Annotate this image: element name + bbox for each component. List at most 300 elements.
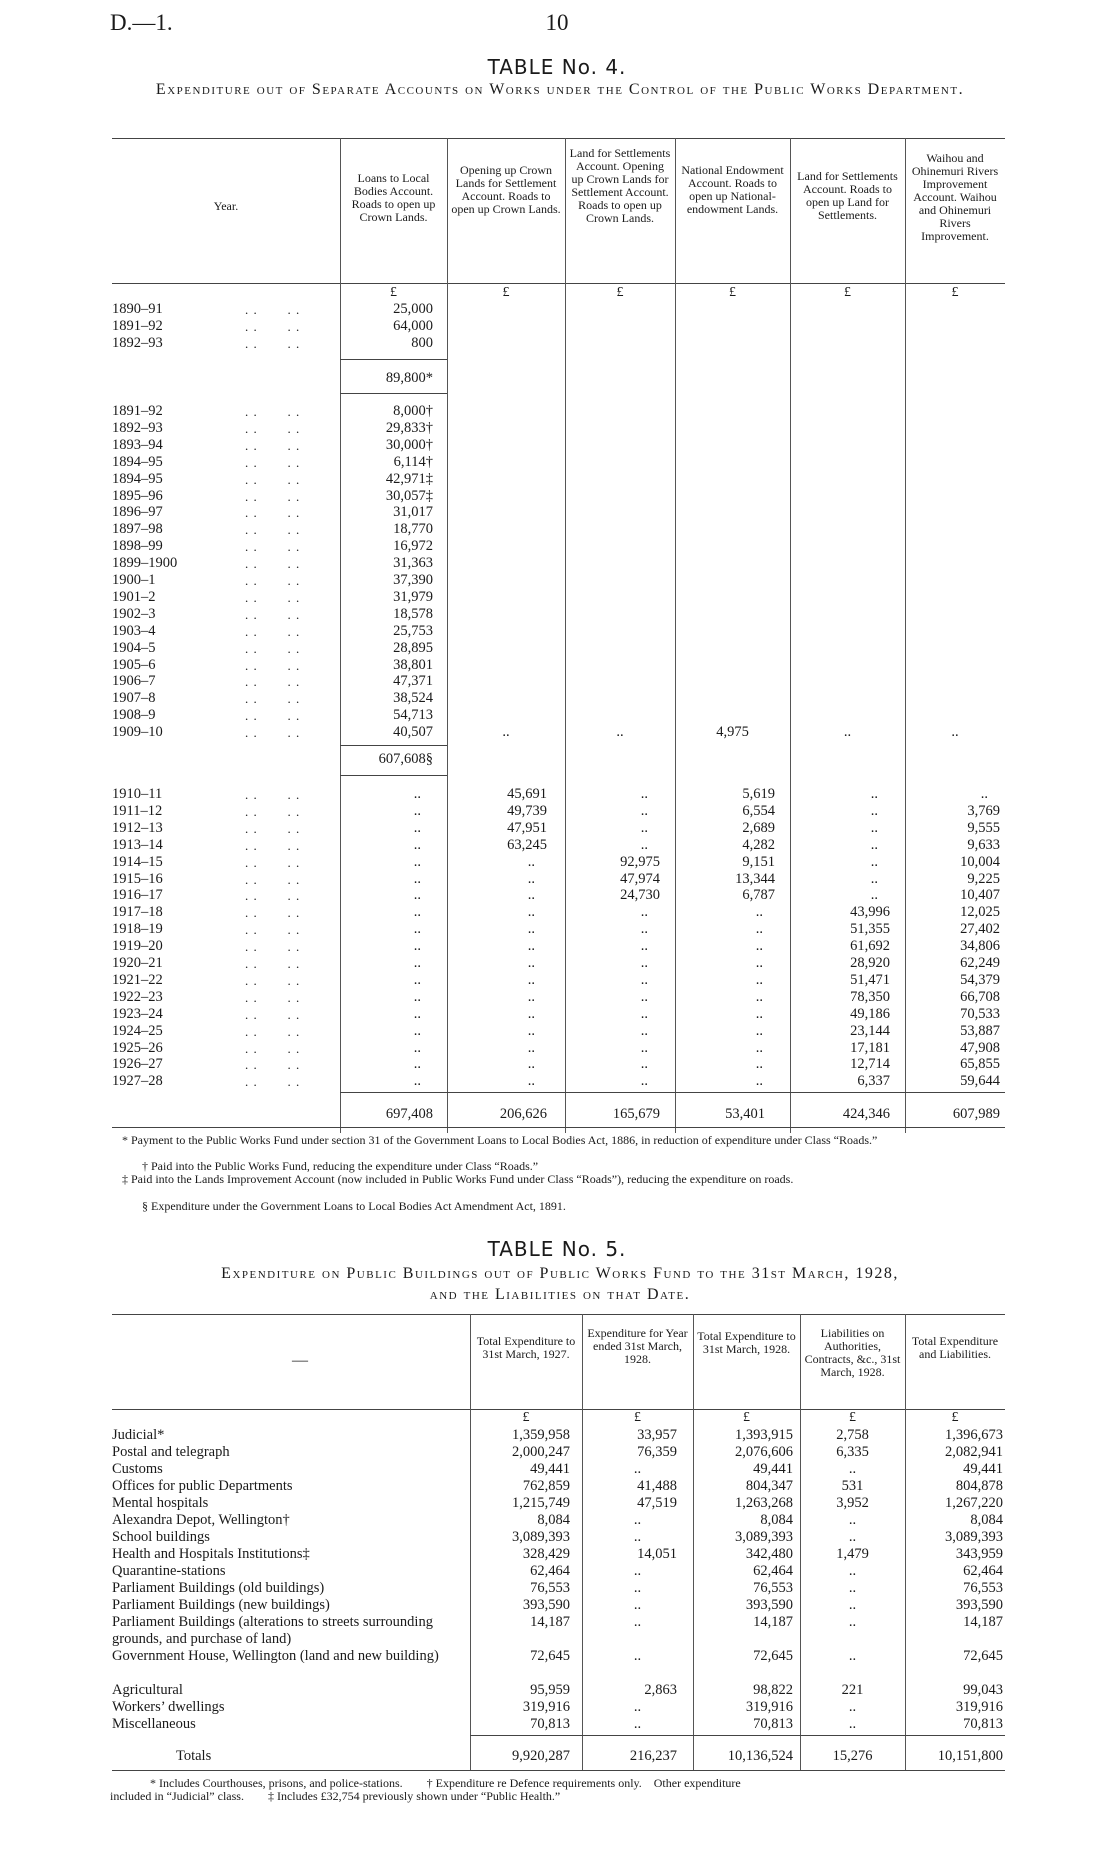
t5-value: 804,347 — [745, 1478, 793, 1494]
t5-value: 1,263,268 — [735, 1495, 793, 1511]
t5-value: 72,645 — [530, 1648, 570, 1664]
t4-leader-dots: . . . . — [245, 922, 301, 938]
t5-empty-marker: .. — [633, 1461, 642, 1477]
t4-leader-dots: . . . . — [245, 573, 301, 588]
t5-empty-marker: .. — [633, 1699, 642, 1715]
t5-value: 76,553 — [963, 1580, 1003, 1596]
t4-value-loans: 30,000† — [385, 436, 433, 453]
t5-col-header: Total Expenditure to 31st March, 1927. — [476, 1334, 576, 1361]
t4-empty-marker: .. — [755, 1022, 763, 1039]
t4-empty-marker: .. — [640, 955, 648, 971]
t4-empty-marker: .. — [413, 1022, 421, 1039]
t4-empty-marker: .. — [640, 1073, 648, 1090]
t5-value: 762,859 — [522, 1478, 570, 1494]
t5-empty-marker: .. — [848, 1563, 857, 1579]
t4-value-loans: 38,801 — [393, 656, 433, 673]
t4-value-loans: 8,000† — [393, 403, 433, 419]
t4-value-loans: 25,753 — [393, 622, 433, 639]
t5-value: 41,488 — [637, 1478, 677, 1494]
t4-empty-marker: .. — [413, 1005, 421, 1022]
t4-leader-dots: . . . . — [245, 623, 301, 639]
t4-empty-marker: .. — [870, 836, 878, 853]
t5-value: 393,590 — [955, 1597, 1003, 1613]
t4-empty-marker: .. — [527, 988, 535, 1005]
t4-leader-dots: . . . . — [245, 589, 301, 605]
t4-year-label: 1904–5 — [112, 639, 156, 656]
t5-value: 2,863 — [644, 1682, 677, 1698]
t4-value: 47,908 — [960, 1039, 1000, 1056]
t4-value: 23,144 — [850, 1022, 890, 1039]
t4-empty-marker: .. — [755, 1073, 763, 1090]
t4-year-label: 1922–23 — [112, 988, 163, 1005]
table5-subtitle-line2: and the Liabilities on that Date. — [429, 1286, 691, 1303]
page-number: 10 — [545, 10, 569, 35]
t5-value: 2,000,247 — [512, 1444, 570, 1460]
t5-value: 72,645 — [753, 1648, 793, 1664]
t5-value: 95,959 — [530, 1682, 570, 1698]
t4-value: 3,769 — [967, 802, 1000, 819]
t5-col-header: Liabilities on Authorities, Contracts, &c., 31st March, 1928. — [804, 1326, 901, 1379]
t4-value-loans: 18,578 — [393, 605, 433, 622]
t4-leader-dots: . . . . — [245, 1006, 301, 1022]
t5-value: 1,396,673 — [945, 1427, 1003, 1443]
t4-value-loans: 37,390 — [393, 572, 433, 588]
t5-empty-marker: .. — [848, 1597, 857, 1613]
t4-empty-marker: .. — [640, 1005, 648, 1022]
t4-empty-marker: .. — [413, 786, 421, 802]
t5-row-label: Workers’ dwellings — [112, 1699, 225, 1715]
t4-empty-marker: .. — [527, 853, 535, 870]
t4-leader-dots: . . . . — [245, 420, 301, 436]
t4-value-loans: 54,713 — [393, 707, 433, 724]
t4-year-label: 1895–96 — [112, 487, 163, 504]
t4-year-label: 1899–1900 — [112, 555, 178, 572]
t5-empty-marker: .. — [848, 1580, 857, 1596]
t4-totals-rule — [340, 1092, 1005, 1093]
t4-value: 65,855 — [960, 1056, 1000, 1073]
t5-value: 70,813 — [753, 1716, 793, 1732]
t4-year-label: 1927–28 — [112, 1073, 163, 1090]
t5-value: 70,813 — [963, 1716, 1003, 1732]
t4-year-label: 1902–3 — [112, 605, 156, 622]
t5-value: 1,215,749 — [512, 1495, 570, 1511]
t4-empty-marker: .. — [413, 971, 421, 988]
t4-top-rule — [112, 138, 1005, 139]
t5-value: 14,187 — [530, 1614, 570, 1630]
t4-value: 34,806 — [960, 938, 1000, 955]
t4-empty-marker: .. — [640, 802, 648, 819]
t4-empty-marker: .. — [870, 819, 878, 836]
t5-value: 393,590 — [745, 1597, 793, 1613]
t4-year-label: 1892–93 — [112, 334, 163, 351]
t5-currency-label: £ — [522, 1410, 530, 1425]
t4-empty-marker: .. — [413, 870, 421, 887]
t4-empty-marker: .. — [755, 988, 763, 1005]
t4-year-label: 1919–20 — [112, 938, 163, 955]
t5-value: 221 — [841, 1682, 864, 1698]
t4-value: 66,708 — [960, 988, 1000, 1005]
t4-leader-dots: . . . . — [245, 488, 301, 504]
t4-empty-marker: .. — [870, 786, 878, 802]
t4-value: 17,181 — [850, 1039, 890, 1056]
t4-empty-marker: .. — [527, 921, 535, 938]
t4-leader-dots: . . . . — [245, 803, 301, 819]
t4-year-label: 1916–17 — [112, 887, 163, 904]
t4-empty-marker: .. — [527, 1039, 535, 1056]
t4-value: 10,407 — [960, 887, 1000, 904]
t5-value: 62,464 — [530, 1563, 570, 1579]
t4-empty-marker: .. — [640, 1039, 648, 1056]
t4-year-label: 1898–99 — [112, 538, 163, 555]
t4-col-header: Year. — [213, 199, 239, 213]
t5-total-value: 10,136,524 — [727, 1748, 793, 1764]
t4-year-label: 1901–2 — [112, 588, 156, 605]
t5-empty-marker: .. — [848, 1614, 857, 1630]
t5-value: 3,952 — [836, 1495, 869, 1511]
t4-col-header: Waihou and Ohinemuri Rivers Improvement Account. Waihou and Ohinemuri Rivers Improvement. — [911, 151, 999, 243]
t4-value-loans: 18,770 — [393, 521, 433, 538]
t4-value: 9,633 — [967, 836, 1000, 853]
t4-leader-dots: . . . . — [245, 871, 301, 887]
t4-value: 78,350 — [850, 988, 890, 1005]
t4-leader-dots: . . . . — [245, 437, 301, 453]
t4-empty-marker: .. — [640, 971, 648, 988]
t4-value-loans: 47,371 — [393, 673, 433, 690]
t4-currency-label: £ — [502, 285, 510, 300]
t4-value-loans: 31,017 — [393, 504, 433, 521]
t4-leader-dots: . . . . — [245, 674, 301, 690]
t4-value: 10,004 — [960, 853, 1000, 870]
t4-leader-dots: . . . . — [245, 318, 301, 334]
t4-footnote: * Payment to the Public Works Fund under section 31 of the Government Loans to Local Bodies Act, 1886, in reduction of expenditure under Class “Roads.” — [122, 1133, 878, 1147]
t4-leader-dots: . . . . — [245, 905, 301, 921]
table5-title: TABLE No. 5. — [487, 1237, 627, 1261]
t4-year-label: 1911–12 — [112, 802, 163, 819]
t4-year-label: 1917–18 — [112, 904, 163, 921]
t4-year-label: 1896–97 — [112, 504, 163, 521]
t4-year-label: 1903–4 — [112, 622, 156, 639]
t5-footnote: * Includes Courthouses, prisons, and police-stations. † Expenditure re Defence requirements only. Other expenditure — [150, 1776, 741, 1790]
t5-value: 8,084 — [970, 1512, 1003, 1528]
t4-value-c4: .. — [616, 724, 624, 741]
t4-value-c5: 4,975 — [716, 724, 749, 741]
t5-empty-marker: .. — [848, 1461, 857, 1477]
t4-value: 12,714 — [850, 1056, 890, 1073]
t5-row-label: Alexandra Depot, Wellington† — [112, 1512, 290, 1528]
t5-col-header: — — [292, 1352, 308, 1369]
t5-value: 3,089,393 — [945, 1529, 1003, 1545]
t4-leader-dots: . . . . — [245, 522, 301, 538]
t4-value: 28,920 — [850, 955, 890, 971]
t4-empty-marker: .. — [640, 836, 648, 853]
t4-year-label: 1924–25 — [112, 1022, 163, 1039]
t4-empty-marker: .. — [755, 971, 763, 988]
t4-empty-marker: .. — [755, 955, 763, 971]
t4-header-rule — [112, 283, 1005, 284]
t4-value: 4,282 — [742, 836, 775, 853]
t4-empty-marker: .. — [413, 819, 421, 836]
t5-empty-marker: .. — [633, 1716, 642, 1732]
t4-value: 9,225 — [967, 870, 1000, 887]
t4-leader-dots: . . . . — [245, 956, 301, 971]
t4-empty-marker: .. — [527, 904, 535, 921]
t4-empty-marker: .. — [527, 887, 535, 904]
t4-currency-label: £ — [844, 285, 851, 300]
t4-leader-dots: . . . . — [245, 606, 301, 622]
t4-leader-dots: . . . . — [245, 725, 301, 741]
t5-row-label: Miscellaneous — [112, 1716, 196, 1732]
t4-empty-marker: .. — [640, 786, 648, 802]
t5-row-label: Parliament Buildings (old buildings) — [112, 1580, 325, 1596]
t4-value-loans: 38,524 — [393, 690, 433, 707]
page-header-left: D.—1. — [110, 10, 173, 35]
t4-empty-marker: .. — [527, 938, 535, 955]
t4-year-label: 1918–19 — [112, 921, 163, 938]
t4-subtotal-rule — [340, 745, 447, 746]
t4-empty-marker: .. — [640, 904, 648, 921]
t5-value: 14,187 — [753, 1614, 793, 1630]
t5-empty-marker: .. — [633, 1580, 642, 1596]
t4-value: 9,151 — [742, 853, 775, 870]
t4-year-label: 1925–26 — [112, 1039, 163, 1056]
t4-year-label: 1906–7 — [112, 673, 156, 690]
t4-value: 47,951 — [507, 819, 547, 836]
t4-col-header: Land for Settlements Account. Roads to open up Land for Settlements. — [797, 169, 898, 222]
t4-value: 9,555 — [967, 819, 1000, 836]
t4-leader-dots: . . . . — [245, 939, 301, 955]
t4-subtotal-rule — [340, 775, 447, 776]
t4-value: 12,025 — [960, 904, 1000, 921]
t5-value: 99,043 — [963, 1682, 1003, 1698]
t4-value: 54,379 — [960, 971, 1000, 988]
t4-empty-marker: .. — [413, 853, 421, 870]
t5-row-label: Parliament Buildings (new buildings) — [112, 1597, 330, 1613]
t5-value: 2,076,606 — [735, 1444, 793, 1460]
t4-leader-dots: . . . . — [245, 302, 301, 317]
t5-value: 70,813 — [530, 1716, 570, 1732]
t5-value: 62,464 — [753, 1563, 793, 1579]
t4-total-value: 424,346 — [842, 1106, 890, 1122]
t4-value: 24,730 — [620, 887, 660, 904]
t4-value-c7: .. — [951, 724, 959, 741]
t4-value: 27,402 — [960, 921, 1000, 938]
t4-empty-marker: .. — [413, 1073, 421, 1090]
t4-empty-marker: .. — [640, 1022, 648, 1039]
t4-value-loans: 28,895 — [393, 639, 433, 656]
t4-value: 59,644 — [960, 1073, 1000, 1090]
t4-footnote: ‡ Paid into the Lands Improvement Account (now included in Public Works Fund under Class “Roads”), reducing the expenditure on roads. — [122, 1172, 794, 1186]
t4-empty-marker: .. — [413, 887, 421, 904]
t4-leader-dots: . . . . — [245, 708, 301, 724]
t4-empty-marker: .. — [413, 938, 421, 955]
t4-empty-marker: .. — [755, 938, 763, 955]
t5-col-header: Total Expenditure and Liabilities. — [911, 1334, 999, 1361]
t5-row-label: Health and Hospitals Institutions‡ — [112, 1546, 310, 1562]
t4-total-value: 206,626 — [499, 1106, 547, 1122]
t4-value-loans: 6,114† — [393, 453, 433, 470]
t5-row-label: Government House, Wellington (land and new building) — [112, 1648, 439, 1664]
t4-value: 2,689 — [742, 819, 775, 836]
t5-empty-marker: .. — [633, 1614, 642, 1630]
t4-leader-dots: . . . . — [245, 335, 301, 351]
t5-row-label: Parliament Buildings (alterations to streets surrounding grounds, and purchase of land) — [112, 1614, 433, 1647]
t5-row-label: Offices for public Departments — [112, 1478, 293, 1494]
t4-year-label: 1920–21 — [112, 955, 163, 971]
t4-year-label: 1915–16 — [112, 870, 163, 887]
t5-value: 3,089,393 — [512, 1529, 570, 1545]
t5-value: 1,393,915 — [735, 1427, 793, 1443]
t5-value: 328,429 — [522, 1546, 570, 1562]
t5-row-label: Quarantine-stations — [112, 1563, 226, 1579]
t4-year-label: 1894–95 — [112, 470, 163, 487]
t4-empty-marker: .. — [413, 904, 421, 921]
t4-currency-label: £ — [390, 285, 397, 300]
t5-total-value: 216,237 — [629, 1748, 677, 1764]
t4-value: 49,186 — [850, 1005, 890, 1022]
t4-leader-dots: . . . . — [245, 691, 301, 707]
t5-value: 393,590 — [522, 1597, 570, 1613]
t4-currency-label: £ — [951, 285, 959, 300]
t4-empty-marker: .. — [413, 836, 421, 853]
t4-empty-marker: .. — [755, 1056, 763, 1073]
t5-row-label: School buildings — [112, 1529, 210, 1545]
t4-year-label: 1923–24 — [112, 1005, 163, 1022]
t5-value: 76,359 — [637, 1444, 677, 1460]
t5-col-header: Total Expenditure to 31st March, 1928. — [697, 1329, 796, 1356]
t5-currency-label: £ — [743, 1410, 750, 1425]
t4-empty-marker: .. — [413, 955, 421, 971]
t4-year-label: 1921–22 — [112, 971, 163, 988]
table5-subtitle-line1: Expenditure on Public Buildings out of Public Works Fund to the 31st March, 1928, — [221, 1265, 899, 1282]
t4-year-label: 1910–11 — [112, 786, 163, 802]
t4-value-loans: 31,363 — [393, 555, 433, 572]
t4-leader-dots: . . . . — [245, 1074, 301, 1090]
t4-value-loans: 40,507 — [393, 724, 433, 741]
t4-total-value: 697,408 — [385, 1106, 433, 1122]
t4-empty-marker: .. — [640, 938, 648, 955]
t5-total-value: 10,151,800 — [937, 1748, 1003, 1764]
t5-value: 49,441 — [530, 1461, 570, 1477]
t4-empty-marker: .. — [755, 1039, 763, 1056]
t4-value-loans: 29,833† — [385, 419, 433, 436]
t4-empty-marker: .. — [755, 921, 763, 938]
t4-empty-marker: .. — [870, 887, 878, 904]
t4-year-label: 1908–9 — [112, 707, 156, 724]
t5-empty-marker: .. — [633, 1597, 642, 1613]
t4-leader-dots: . . . . — [245, 556, 301, 572]
t5-value: 62,464 — [963, 1563, 1003, 1579]
t4-value: 5,619 — [742, 786, 775, 802]
t4-value-c6: .. — [843, 724, 852, 741]
t4-value: 47,974 — [620, 870, 660, 887]
t4-year-label: 1905–6 — [112, 656, 156, 673]
t5-row-label: Judicial* — [112, 1427, 165, 1443]
t4-value: 49,739 — [507, 802, 547, 819]
t4-value: 92,975 — [620, 853, 660, 870]
t5-currency-label: £ — [849, 1410, 856, 1425]
t4-value: 53,887 — [960, 1022, 1000, 1039]
t4-col-header: Loans to Local Bodies Account. Roads to open up Crown Lands. — [351, 171, 436, 224]
t4-value: 6,337 — [857, 1073, 890, 1090]
t4-year-label: 1912–13 — [112, 819, 163, 836]
t4-year-label: 1897–98 — [112, 521, 163, 538]
t5-value: 319,916 — [745, 1699, 793, 1715]
t5-value: 319,916 — [522, 1699, 570, 1715]
t4-empty-marker: .. — [527, 1056, 535, 1073]
t5-empty-marker: .. — [633, 1529, 642, 1545]
t5-value: 8,084 — [537, 1512, 570, 1528]
t4-currency-label: £ — [729, 285, 736, 300]
t4-empty-marker: .. — [640, 1056, 648, 1073]
t4-empty-marker: .. — [413, 1056, 421, 1073]
t4-leader-dots: . . . . — [245, 640, 301, 656]
t4-empty-marker: .. — [640, 819, 648, 836]
t5-value: 3,089,393 — [735, 1529, 793, 1545]
t5-total-value: 15,276 — [832, 1748, 873, 1764]
t4-leader-dots: . . . . — [245, 657, 301, 673]
t5-totals-rule — [470, 1735, 1005, 1736]
t4-value-loans: 800 — [411, 334, 433, 351]
t4-value-loans: 64,000 — [393, 317, 433, 334]
t4-empty-marker: .. — [527, 971, 535, 988]
t4-empty-marker: .. — [640, 921, 648, 938]
t4-empty-marker: .. — [870, 802, 878, 819]
t4-total-value: 53,401 — [725, 1106, 765, 1122]
t4-leader-dots: . . . . — [245, 1040, 301, 1056]
t5-value: 804,878 — [955, 1478, 1003, 1494]
t4-leader-dots: . . . . — [245, 539, 301, 555]
t4-leader-dots: . . . . — [245, 888, 301, 904]
t4-value: 51,471 — [850, 971, 890, 988]
t4-empty-marker: .. — [413, 1039, 421, 1056]
t4-leader-dots: . . . . — [245, 837, 301, 853]
t4-empty-marker: .. — [527, 1022, 535, 1039]
t4-value: 70,533 — [960, 1005, 1000, 1022]
t4-value: 13,344 — [735, 870, 775, 887]
t4-empty-marker: .. — [870, 870, 878, 887]
t4-year-label: 1890–91 — [112, 301, 163, 317]
t4-year-label: 1892–93 — [112, 419, 163, 436]
t4-value-loans: 42,971‡ — [385, 470, 433, 487]
t5-row-label: Customs — [112, 1461, 163, 1477]
t5-value: 1,267,220 — [945, 1495, 1003, 1511]
t4-year-label: 1891–92 — [112, 403, 163, 419]
t5-empty-marker: .. — [848, 1648, 857, 1664]
t5-empty-marker: .. — [848, 1716, 857, 1732]
t4-leader-dots: . . . . — [245, 820, 301, 836]
t5-empty-marker: .. — [848, 1512, 857, 1528]
t4-empty-marker: .. — [413, 802, 421, 819]
t4-year-label: 1909–10 — [112, 724, 163, 741]
t4-total-value: 607,989 — [952, 1106, 1000, 1122]
t4-col-header: Opening up Crown Lands for Settlement Account. Roads to open up Crown Lands. — [451, 163, 561, 216]
t5-col-header: Expenditure for Year ended 31st March, 1928. — [587, 1326, 688, 1366]
t4-year-label: 1893–94 — [112, 436, 163, 453]
t4-empty-marker: .. — [527, 955, 535, 971]
t5-top-rule — [112, 1314, 1005, 1315]
t4-leader-dots: . . . . — [245, 404, 301, 419]
t5-footnote: included in “Judicial” class. ‡ Includes £32,754 previously shown under “Public Health.” — [110, 1789, 561, 1803]
t4-value: 61,692 — [850, 938, 890, 955]
t4-value-c3: .. — [502, 724, 510, 741]
t5-empty-marker: .. — [633, 1512, 642, 1528]
t4-footnote: † Paid into the Public Works Fund, reducing the expenditure under Class “Roads.” — [142, 1159, 539, 1173]
t4-subtotal-group2: 607,608§ — [378, 751, 433, 767]
t4-leader-dots: . . . . — [245, 1023, 301, 1039]
t5-value: 76,553 — [530, 1580, 570, 1596]
t4-empty-marker: .. — [640, 988, 648, 1005]
t4-leader-dots: . . . . — [245, 787, 301, 802]
